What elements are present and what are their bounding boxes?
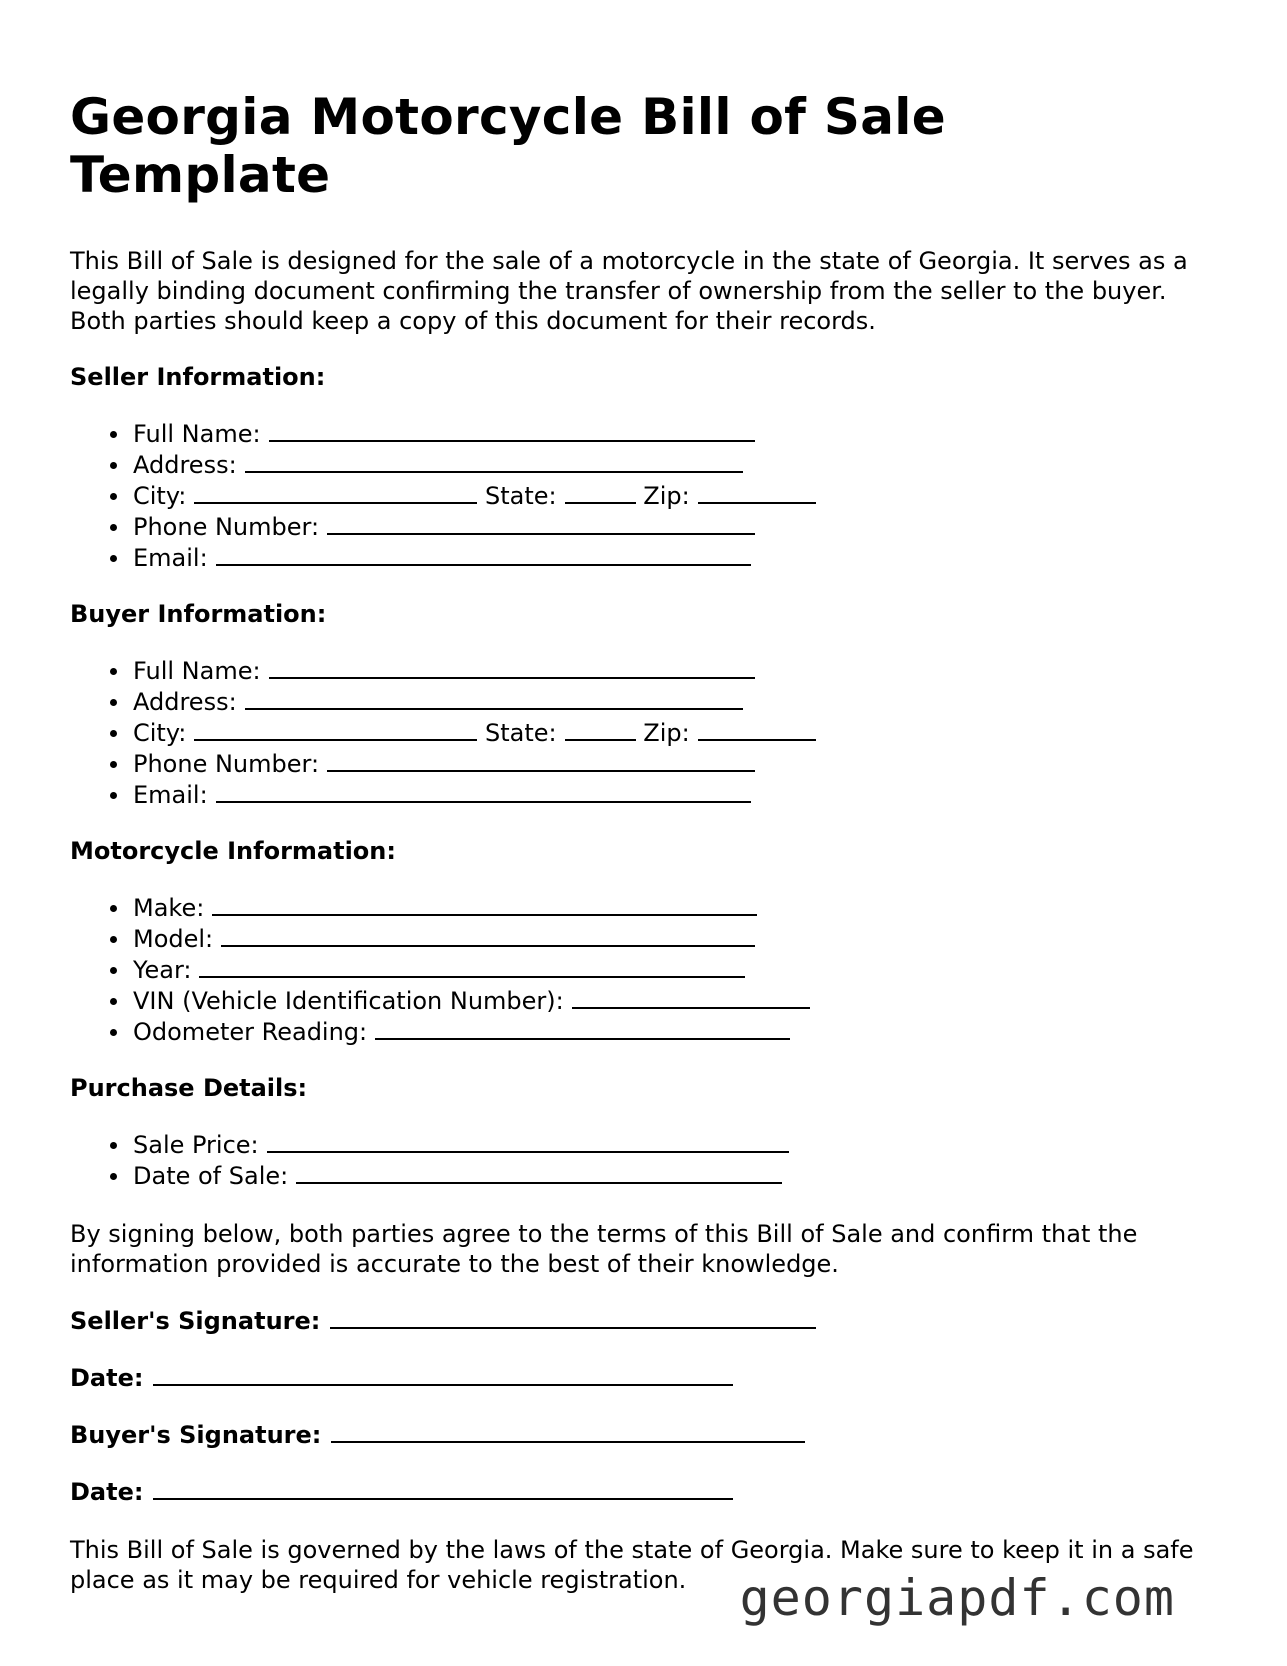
buyer-address-blank[interactable]	[245, 686, 743, 710]
motorcycle-model-blank[interactable]	[221, 923, 755, 947]
buyer-email-blank[interactable]	[216, 779, 751, 803]
date-of-sale-blank[interactable]	[296, 1160, 782, 1184]
field-label: Phone Number:	[133, 513, 320, 541]
seller-city-state-zip-field	[133, 480, 1220, 511]
seller-signature-row	[70, 1305, 1220, 1336]
buyer-full-name-field	[133, 655, 1220, 686]
field-label: Sale Price:	[133, 1131, 259, 1159]
buyer-signature-label: Buyer's Signature:	[70, 1421, 322, 1449]
motorcycle-model-field	[133, 923, 1220, 954]
motorcycle-vin-blank[interactable]	[572, 985, 810, 1009]
buyer-full-name-blank[interactable]	[269, 655, 755, 679]
seller-section-heading: Seller Information:	[70, 363, 326, 391]
field-label: Email:	[133, 544, 208, 572]
buyer-section-heading: Buyer Information:	[70, 600, 327, 628]
footer-note-paragraph: This Bill of Sale is governed by the laws of the state of Georgia. Make sure to keep it in a safe place as it may be required for vehicle registration.	[70, 1536, 1194, 1594]
motorcycle-vin-field	[133, 985, 1220, 1016]
seller-phone-field	[133, 511, 1220, 542]
seller-address-blank[interactable]	[245, 449, 743, 473]
motorcycle-odometer-field	[133, 1016, 1220, 1047]
field-label: Full Name:	[133, 420, 261, 448]
field-label: Address:	[133, 451, 237, 479]
seller-date-label: Date:	[70, 1364, 144, 1392]
sale-price-field	[133, 1129, 1220, 1160]
field-label: Year:	[133, 956, 192, 984]
buyer-state-blank[interactable]	[565, 717, 636, 741]
date-of-sale-field	[133, 1160, 1220, 1191]
motorcycle-year-blank[interactable]	[199, 954, 745, 978]
buyer-signature-blank[interactable]	[331, 1419, 805, 1443]
motorcycle-odometer-blank[interactable]	[375, 1016, 790, 1040]
buyer-email-field	[133, 779, 1220, 810]
motorcycle-make-blank[interactable]	[212, 892, 757, 916]
buyer-date-label: Date:	[70, 1478, 144, 1506]
buyer-date-blank[interactable]	[153, 1476, 733, 1500]
seller-email-blank[interactable]	[216, 542, 751, 566]
seller-fields-list	[70, 418, 1220, 573]
buyer-fields-list	[70, 655, 1220, 810]
motorcycle-section-heading: Motorcycle Information:	[70, 837, 396, 865]
motorcycle-year-field	[133, 954, 1220, 985]
seller-signature-label: Seller's Signature:	[70, 1307, 321, 1335]
agreement-paragraph: By signing below, both parties agree to the terms of this Bill of Sale and confirm that the information provided is accurate to the best of their knowledge.	[70, 1220, 1138, 1278]
sale-price-blank[interactable]	[267, 1129, 789, 1153]
buyer-date-row	[70, 1476, 1220, 1507]
field-label: Zip:	[643, 482, 690, 510]
purchase-section-heading: Purchase Details:	[70, 1074, 308, 1102]
field-label: Email:	[133, 781, 208, 809]
motorcycle-make-field	[133, 892, 1220, 923]
field-label: City:	[133, 482, 187, 510]
buyer-address-field	[133, 686, 1220, 717]
field-label: Address:	[133, 688, 237, 716]
georgiapdf-watermark: georgiapdf.com	[739, 1569, 1175, 1627]
field-label: VIN (Vehicle Identification Number):	[133, 987, 564, 1015]
seller-email-field	[133, 542, 1220, 573]
buyer-city-state-zip-field	[133, 717, 1220, 748]
field-label: Make:	[133, 894, 205, 922]
seller-full-name-blank[interactable]	[269, 418, 755, 442]
field-label: Phone Number:	[133, 750, 320, 778]
intro-paragraph: This Bill of Sale is designed for the sale of a motorcycle in the state of Georgia. It serves as a legally binding document confirming the transfer of ownership from the seller to the buyer. Both parties should keep a copy of this document for their records.	[70, 247, 1188, 335]
field-label: Odometer Reading:	[133, 1018, 368, 1046]
seller-date-blank[interactable]	[153, 1362, 733, 1386]
seller-date-row	[70, 1362, 1220, 1393]
buyer-city-blank[interactable]	[194, 717, 477, 741]
field-label: City:	[133, 719, 187, 747]
field-label: Date of Sale:	[133, 1162, 289, 1190]
buyer-zip-blank[interactable]	[698, 717, 816, 741]
buyer-phone-blank[interactable]	[327, 748, 755, 772]
field-label: Full Name:	[133, 657, 261, 685]
seller-zip-blank[interactable]	[698, 480, 816, 504]
document-title: Georgia Motorcycle Bill of Sale Template	[70, 88, 946, 204]
seller-city-blank[interactable]	[194, 480, 477, 504]
field-label: Zip:	[643, 719, 690, 747]
motorcycle-fields-list	[70, 892, 1220, 1047]
field-label: State:	[485, 482, 557, 510]
seller-state-blank[interactable]	[565, 480, 636, 504]
buyer-phone-field	[133, 748, 1220, 779]
field-label: Model:	[133, 925, 214, 953]
seller-signature-blank[interactable]	[330, 1305, 816, 1329]
buyer-signature-row	[70, 1419, 1220, 1450]
seller-phone-blank[interactable]	[327, 511, 755, 535]
bill-of-sale-document	[70, 88, 1220, 1595]
seller-full-name-field	[133, 418, 1220, 449]
field-label: State:	[485, 719, 557, 747]
purchase-fields-list	[70, 1129, 1220, 1191]
seller-address-field	[133, 449, 1220, 480]
